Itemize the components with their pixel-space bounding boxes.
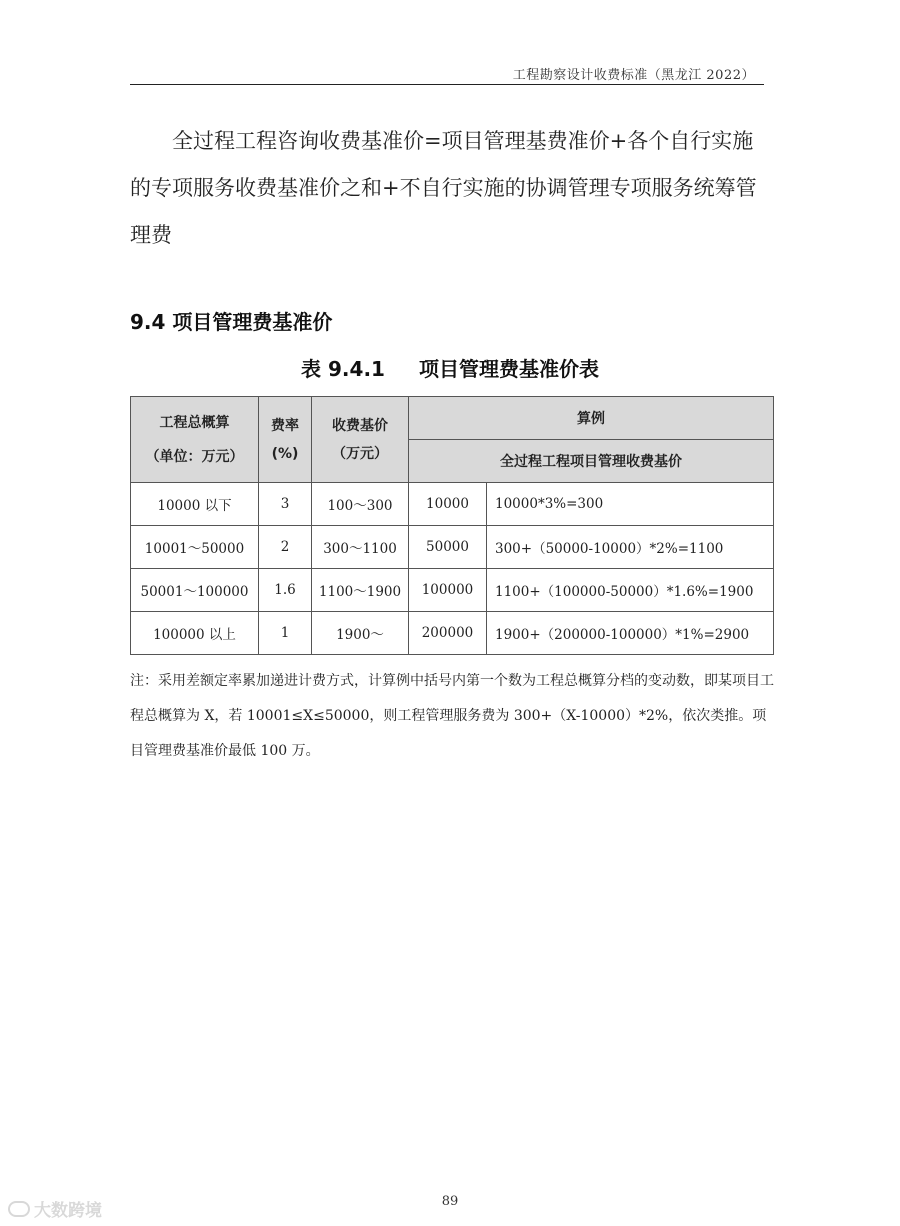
table-note: 注：采用差额定率累加递进计费方式，计算例中括号内第一个数为工程总概算分档的变动数，即某项目工程总概算为 X，若 10001≤X≤50000，则工程管理服务费为 300+（X-10000）*2%，依次类推。项目管理费基准价最低 100 万。: [130, 673, 774, 759]
cell-base: 300～1100: [312, 526, 409, 569]
cell-amount: 200000: [409, 612, 487, 655]
cell-base: 100～300: [312, 483, 409, 526]
cell-formula: 1900+（200000-100000）*1%=2900: [487, 612, 774, 655]
watermark-text: 大数跨境: [34, 1201, 102, 1221]
cell-formula: 10000*3%=300: [487, 483, 774, 526]
watermark: [8, 1196, 102, 1221]
header-rate: 费率 (%): [259, 397, 312, 483]
table-row: [131, 569, 774, 612]
cell-amount: 10000: [409, 483, 487, 526]
table-row: [131, 526, 774, 569]
header-base-fee: 收费基价 （万元）: [312, 397, 409, 483]
cell-formula: 300+（50000-10000）*2%=1100: [487, 526, 774, 569]
cell-range: 100000 以上: [131, 612, 259, 655]
cell-rate: 1: [259, 612, 312, 655]
header-total-budget: 工程总概算 （单位：万元）: [131, 397, 259, 483]
cell-amount: 100000: [409, 569, 487, 612]
intro-paragraph: 全过程工程咨询收费基准价=项目管理基费准价+各个自行实施的专项服务收费基准价之和+不自行实施的协调管理专项服务统筹管理费: [130, 129, 757, 247]
cell-range: 50001～100000: [131, 569, 259, 612]
table-title-text: 项目管理费基准价表: [418, 357, 599, 381]
table-row: [131, 612, 774, 655]
cell-rate: 3: [259, 483, 312, 526]
cell-rate: 2: [259, 526, 312, 569]
cell-range: 10000 以下: [131, 483, 259, 526]
header-example-sub: 全过程工程项目管理收费基价: [409, 440, 774, 483]
table-title: [0, 353, 900, 382]
header-example: 算例: [409, 397, 774, 440]
cell-range: 10001～50000: [131, 526, 259, 569]
running-header: 工程勘察设计收费标准（黑龙江 2022）: [512, 68, 755, 83]
watermark-logo-icon: [8, 1201, 30, 1217]
fee-table: [130, 396, 774, 655]
cell-base: 1100～1900: [312, 569, 409, 612]
cell-formula: 1100+（100000-50000）*1.6%=1900: [487, 569, 774, 612]
cell-base: 1900～: [312, 612, 409, 655]
table-row: [131, 483, 774, 526]
table-number: 表 9.4.1: [301, 357, 385, 381]
section-heading: 9.4 项目管理费基准价: [130, 310, 333, 334]
cell-amount: 50000: [409, 526, 487, 569]
header-rule: [130, 84, 764, 85]
page-number: 89: [441, 1194, 459, 1209]
cell-rate: 1.6: [259, 569, 312, 612]
